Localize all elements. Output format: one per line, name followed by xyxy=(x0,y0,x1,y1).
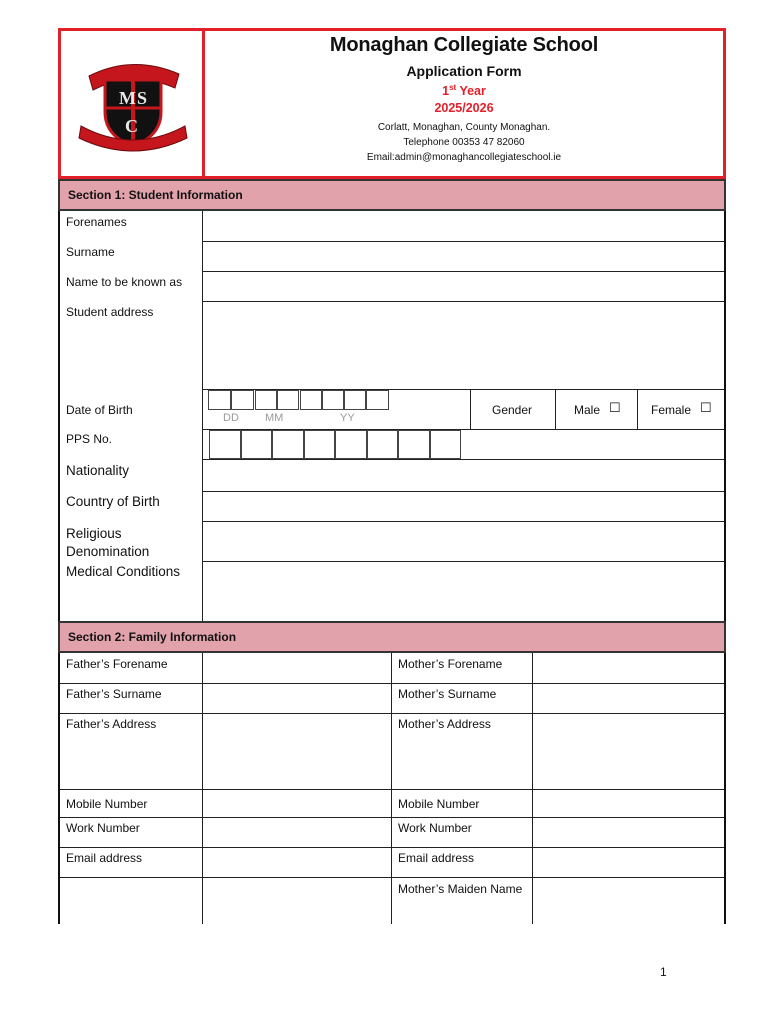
father-address-input[interactable] xyxy=(203,714,391,789)
school-telephone: Telephone 00353 47 82060 xyxy=(403,137,525,149)
gender-label: Gender xyxy=(492,403,533,417)
school-email: Email:admin@monaghancollegiateschool.ie xyxy=(366,152,562,164)
forenames-label: Forenames xyxy=(66,215,127,229)
gender-divider xyxy=(470,389,471,429)
pps-digit-box[interactable] xyxy=(304,430,335,459)
dob-digit-box[interactable] xyxy=(208,390,231,410)
svg-text:M: M xyxy=(119,88,136,108)
dob-label: Date of Birth xyxy=(66,403,133,417)
dob-digit-box[interactable] xyxy=(366,390,389,410)
dob-digit-box[interactable] xyxy=(322,390,344,410)
mother-forename-label: Mother’s Forename xyxy=(398,657,503,671)
country-of-birth-input[interactable] xyxy=(203,492,724,521)
svg-text:C: C xyxy=(125,116,138,136)
male-label: Male xyxy=(574,403,601,417)
father-work-label: Work Number xyxy=(66,821,140,835)
forenames-input[interactable] xyxy=(203,212,724,241)
father-forename-label: Father’s Forename xyxy=(66,657,168,671)
father-email-label: Email address xyxy=(66,851,143,865)
dob-day-hint: DD xyxy=(223,412,239,424)
mother-address-input[interactable] xyxy=(533,714,724,789)
pps-digit-box[interactable] xyxy=(367,430,398,459)
religion-label: Religious Denomination xyxy=(66,526,150,559)
student-address-label: Student address xyxy=(66,305,154,319)
religion-input[interactable] xyxy=(203,522,724,561)
pps-digit-box[interactable] xyxy=(335,430,367,459)
father-surname-input[interactable] xyxy=(203,684,391,713)
male-checkbox[interactable]: ☐ xyxy=(609,400,621,415)
mother-surname-label: Mother’s Surname xyxy=(398,687,497,701)
dob-month-hint: MM xyxy=(265,412,284,424)
mother-maiden-name-input[interactable] xyxy=(533,878,724,924)
pps-digit-box[interactable] xyxy=(209,430,241,459)
country-of-birth-label: Country of Birth xyxy=(66,494,160,509)
section-2-header xyxy=(58,621,726,653)
mother-forename-input[interactable] xyxy=(533,654,724,683)
mother-address-label: Mother’s Address xyxy=(398,717,491,731)
mother-mobile-label: Mobile Number xyxy=(398,797,480,811)
page-number: 1 xyxy=(660,965,667,979)
mother-maiden-name-label: Mother’s Maiden Name xyxy=(398,882,523,896)
section-1-left-border xyxy=(58,211,60,621)
surname-input[interactable] xyxy=(203,242,724,271)
father-mobile-label: Mobile Number xyxy=(66,797,148,811)
mother-email-label: Email address xyxy=(398,851,475,865)
pps-digit-box[interactable] xyxy=(398,430,430,459)
student-address-input[interactable] xyxy=(203,302,724,389)
known-as-input[interactable] xyxy=(203,272,724,301)
mother-surname-input[interactable] xyxy=(533,684,724,713)
mother-work-input[interactable] xyxy=(533,818,724,847)
dob-digit-box[interactable] xyxy=(277,390,299,410)
nationality-input[interactable] xyxy=(203,460,724,491)
gender-divider xyxy=(637,389,638,429)
school-crest-icon xyxy=(75,46,191,156)
dob-year-hint: YY xyxy=(340,412,355,424)
medical-conditions-input[interactable] xyxy=(203,562,724,621)
academic-year: 2025/2026 xyxy=(434,101,494,116)
father-work-input[interactable] xyxy=(203,818,391,847)
father-surname-label: Father’s Surname xyxy=(66,687,162,701)
pps-digit-box[interactable] xyxy=(241,430,272,459)
dob-digit-box[interactable] xyxy=(344,390,366,410)
female-label: Female xyxy=(651,403,692,417)
section-2-right-border xyxy=(724,653,726,924)
mother-email-input[interactable] xyxy=(533,848,724,877)
school-name: Monaghan Collegiate School xyxy=(329,34,599,56)
section-1-title: Section 1: Student Information xyxy=(68,188,243,202)
dob-digit-box[interactable] xyxy=(231,390,254,410)
dob-digit-box[interactable] xyxy=(255,390,277,410)
section-1-header xyxy=(58,179,726,211)
year-label: 1st Year xyxy=(442,83,486,99)
father-address-label: Father’s Address xyxy=(66,717,157,731)
section-2-title: Section 2: Family Information xyxy=(68,630,237,644)
mother-work-label: Work Number xyxy=(398,821,472,835)
pps-label: PPS No. xyxy=(66,432,113,446)
father-forename-input[interactable] xyxy=(203,654,391,683)
father-mobile-input[interactable] xyxy=(203,790,391,817)
header-text xyxy=(205,30,723,165)
nationality-label: Nationality xyxy=(66,463,130,478)
svg-text:S: S xyxy=(137,88,148,108)
father-email-input[interactable] xyxy=(203,848,391,877)
pps-digit-box[interactable] xyxy=(272,430,304,459)
school-address: Corlatt, Monaghan, County Monaghan. xyxy=(377,122,551,134)
known-as-label: Name to be known as xyxy=(66,275,183,289)
surname-label: Surname xyxy=(66,245,115,259)
form-title: Application Form xyxy=(406,63,522,79)
pps-digit-box[interactable] xyxy=(430,430,461,459)
section-1-right-border xyxy=(724,211,726,621)
female-checkbox[interactable]: ☐ xyxy=(700,400,712,415)
medical-conditions-label: Medical Conditions xyxy=(66,564,181,579)
dob-digit-box[interactable] xyxy=(300,390,322,410)
school-contact xyxy=(205,120,723,165)
gender-divider xyxy=(555,389,556,429)
mother-mobile-input[interactable] xyxy=(533,790,724,817)
